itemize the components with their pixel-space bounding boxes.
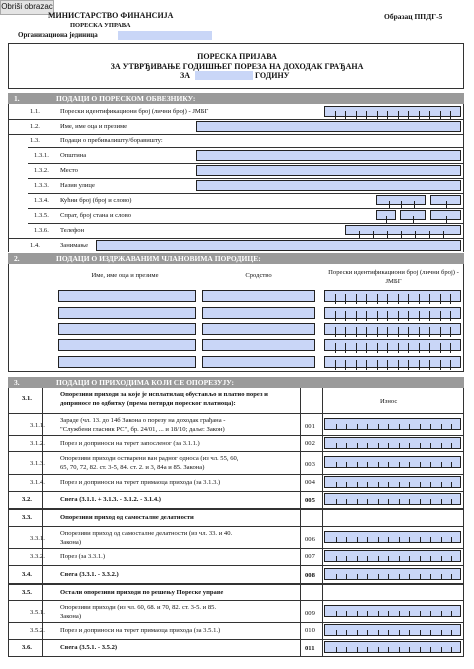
full-name-input[interactable] [196,121,461,132]
amount-006-input[interactable] [324,531,461,543]
divider [8,526,464,527]
row-number: 3.2. [22,496,32,503]
dependent-name-input[interactable] [58,290,196,302]
other-income-label: Остали опорезиви приходи по решењу Пореске управе [60,589,224,596]
divider [28,163,463,164]
row-number: 3.1.2. [30,440,45,447]
org-unit-label: Организациона јединица [18,31,98,39]
divider [8,600,464,601]
employee-tax-label: Порез и доприноси на терет запосленог (за 3.1.1.) [60,440,200,447]
dependent-jmbg-header: Порески идентификациони број (лични број) - ЈМБГ [328,269,459,285]
form-title-2: ЗА УТВРЂИВАЊЕ ГОДИШЊЕГ ПОРЕЗА НА ДОХОДАК ГРАЂАНА [110,62,364,71]
code-011: 011 [305,645,315,652]
amount-005-input[interactable] [324,493,461,505]
row-number: 1.3. [30,137,40,144]
row-number: 3.4. [22,571,32,578]
dependent-name-header: Име, име оца и презиме [91,272,159,279]
section-number: 3. [14,378,20,387]
amount-002-input[interactable] [324,437,461,449]
divider [8,104,9,252]
divider [300,388,301,657]
amount-001-input[interactable] [324,418,461,430]
code-005: 005 [305,497,315,504]
dependent-name-input[interactable] [58,356,196,368]
row-number: 1.4. [30,242,40,249]
code-007: 007 [305,553,315,560]
row-number: 3.1.1. [30,422,45,429]
divider [28,193,463,194]
code-009: 009 [305,610,315,617]
row-number: 1.3.4. [34,197,49,204]
row-number: 3.3.1. [30,535,45,542]
occupation-label: Занимање [60,242,89,249]
row-number: 3.6. [22,644,32,651]
code-006: 006 [305,536,315,543]
divider [8,134,464,135]
code-002: 002 [305,440,315,447]
place-input[interactable] [196,165,461,176]
municipality-input[interactable] [196,150,461,161]
place-label: Место [60,167,78,174]
row-number: 1.3.1. [34,152,49,159]
amount-011-input[interactable] [324,641,461,653]
other-taxable-income-label-1: Опорезиви приходи (из чл. 60, 68. и 70, 82. ст. 3-5. и 85. [60,604,217,611]
divider [28,178,463,179]
divider [8,413,464,414]
self-employment-income-label-2: Закона) [60,539,82,546]
dependent-jmbg-input[interactable] [324,339,461,351]
residence-label: Подаци о пребивалишту/боравишту: [60,137,163,144]
street-input[interactable] [196,180,461,191]
non-employment-income-label-2: 65, 70, 72, 82. ст. 3-5, 84. ст. 2. и 3, 84а и 85. Закона) [60,464,205,471]
amount-003-input[interactable] [324,456,461,468]
amount-004-input[interactable] [324,476,461,488]
full-name-label: Име, име оца и презиме [60,123,128,130]
dependent-jmbg-input[interactable] [324,307,461,319]
house-number-input[interactable] [376,195,426,205]
form-code: Образац ППДГ-5 [384,12,443,21]
divider [8,435,464,436]
section-3-header [8,377,464,388]
row-number: 3.1. [22,395,32,402]
self-employment-tax-label: Порез (за 3.3.1.) [60,553,106,560]
floor-apartment-label: Спрат, број стана и слово [60,212,132,219]
code-004: 004 [305,479,315,486]
amount-009-input[interactable] [324,605,461,617]
row-number: 3.3.2. [30,553,45,560]
administration-name: ПОРЕСКА УПРАВА [70,22,131,29]
jmbg-label: Порески идентификациони број (лични број) - ЈМБГ [60,108,209,115]
code-001: 001 [305,423,315,430]
form-title-1: ПОРЕСКА ПРИЈАВА [197,52,277,61]
section-number: 2. [14,254,20,263]
divider [8,491,464,492]
salaries-label-2: "Службени гласник РС", бр. 24/01, ... и 18/10; даље: Закон) [60,426,225,433]
other-tax-label: Порез и доприноси на терет примаоца прихода (за 3.5.1.) [60,627,221,634]
self-employment-label: Опорезиви приход од самосталне делатности [60,514,194,521]
code-003: 003 [305,461,315,468]
divider [28,208,463,209]
amount-010-input[interactable] [324,624,461,636]
house-letter-input[interactable] [430,195,461,205]
municipality-label: Општина [60,152,87,159]
row-number: 3.5.2. [30,627,45,634]
apartment-number-input[interactable] [400,210,426,220]
divider [8,583,464,585]
dependent-jmbg-input[interactable] [324,356,461,368]
row-number: 1.3.2. [34,167,49,174]
row-number: 1.3.6. [34,227,49,234]
section-1-header [8,93,464,104]
recipient-tax-label: Порез и доприноси на терет примаоца прихода (за 3.1.3.) [60,479,221,486]
divider [8,238,464,239]
section-title: ПОДАЦИ О ПОРЕСКОМ ОБВЕЗНИКУ: [56,94,196,103]
row-number: 3.5. [22,589,32,596]
row-number: 3.1.4. [30,479,45,486]
divider [463,104,464,252]
dependent-name-input[interactable] [58,339,196,351]
divider [8,508,464,510]
row-number: 3.5.1. [30,609,45,616]
code-010: 010 [305,627,315,634]
dependent-relationship-input[interactable] [202,323,315,335]
divider [8,474,464,475]
self-employment-income-label-1: Опорезиви приход од самосталне делатности (из чл. 33. и 40. [60,530,233,537]
house-number-label: Кућни број (број и слово) [60,197,132,204]
amount-007-input[interactable] [324,550,461,562]
phone-label: Телефон [60,227,85,234]
withheld-income-label-1: Опорезиви приходи за које је исплатилац обустављо и платио порез и [60,391,268,398]
dependent-name-input[interactable] [58,323,196,335]
section-2-header [8,253,464,264]
row-number: 1.1. [30,108,40,115]
subtotal-34-label: Свега (3.3.1. - 3.3.2.) [60,571,119,578]
divider [8,622,464,623]
divider [322,388,323,657]
amount-header: Износ [380,398,398,405]
relationship-header: Сродство [245,272,272,279]
occupation-input[interactable] [96,240,461,251]
clear-form-button[interactable]: Obriši obrazac [0,0,54,15]
dependent-jmbg-input[interactable] [324,290,461,302]
form-title-3-prefix: ЗА [180,71,190,80]
ministry-name: МИНИСТАРСТВО ФИНАНСИЈА [48,11,174,20]
salaries-label-1: Зараде (чл. 13. до 14б Закона о порезу на доходак грађана - [60,417,226,424]
divider [8,119,464,120]
dependent-relationship-input[interactable] [202,339,315,351]
divider [8,548,464,549]
jmbg-input[interactable] [324,106,461,117]
section-title: ПОДАЦИ О ПРИХОДИМА КОЈИ СЕ ОПОРЕЗУЈУ: [56,378,234,387]
phone-input[interactable] [345,225,461,235]
street-label: Назив улице [60,182,95,189]
subtotal-32-label: Свега (3.1.1. + 3.1.3. - 3.1.2. - 3.1.4.) [60,496,161,503]
row-number: 3.1.3. [30,460,45,467]
row-number: 1.3.3. [34,182,49,189]
row-number: 1.2. [30,123,40,130]
apartment-letter-input[interactable] [430,210,461,220]
year-input[interactable] [195,71,253,80]
org-unit-input[interactable] [118,31,212,40]
dependent-relationship-input[interactable] [202,290,315,302]
divider [8,639,464,640]
other-taxable-income-label-2: Закона) [60,613,82,620]
section-title: ПОДАЦИ О ИЗДРЖАВАНИМ ЧЛАНОВИМА ПОРОДИЦЕ: [56,254,261,263]
row-number: 1.3.5. [34,212,49,219]
divider [8,565,464,566]
subtotal-36-label: Свега (3.5.1. - 3.5.2) [60,644,118,651]
dependent-name-input[interactable] [58,307,196,319]
dependent-jmbg-input[interactable] [324,323,461,335]
withheld-income-label-2: доприносе по одбитку (према потврди пореског платиоца): [60,400,236,407]
section-number: 1. [14,94,20,103]
form-title-3-suffix: ГОДИНУ [255,71,290,80]
floor-input[interactable] [376,210,396,220]
divider [28,223,463,224]
divider [28,147,463,148]
code-008: 008 [305,572,315,579]
dependent-relationship-input[interactable] [202,307,315,319]
non-employment-income-label-1: Опорезиви приходи остварени ван радног односа (из чл. 55, 60, [60,455,239,462]
divider [8,451,464,452]
dependent-relationship-input[interactable] [202,356,315,368]
amount-008-input[interactable] [324,568,461,580]
row-number: 3.3. [22,514,32,521]
